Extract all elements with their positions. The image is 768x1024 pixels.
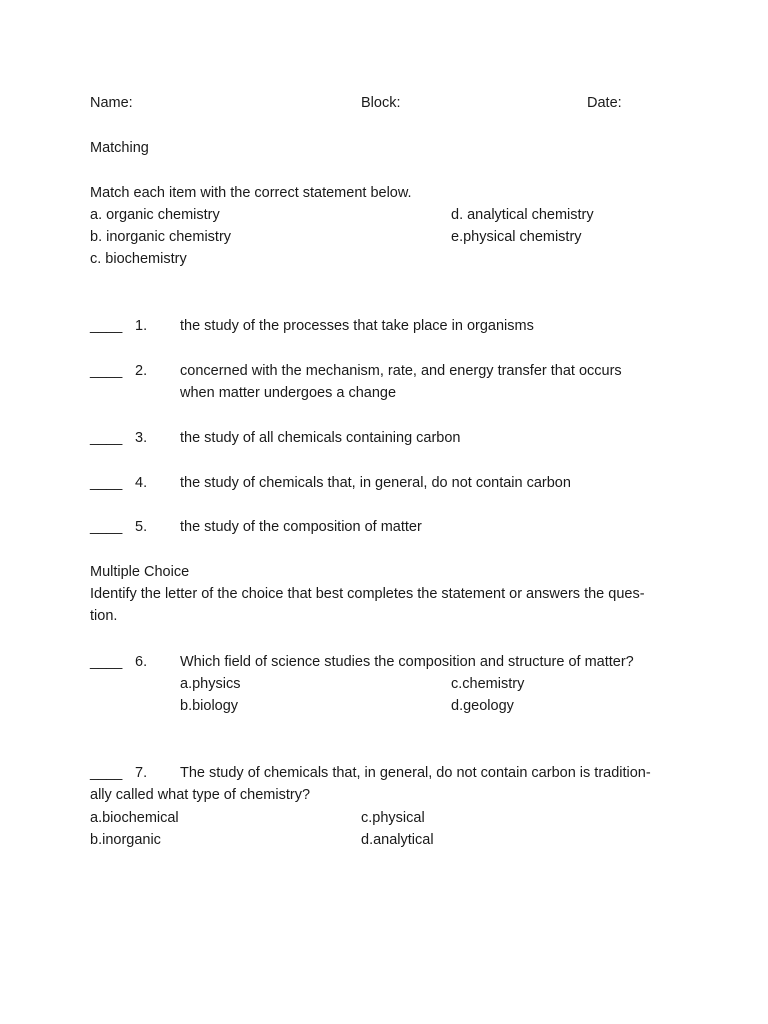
item-statement: concerned with the mechanism, rate, and energy transfer that occurs [180, 363, 622, 379]
multiple-choice-instructions: Identify the letter of the choice that best completes the statement or answers the ques- [90, 586, 645, 602]
question-number: 6. [135, 654, 148, 670]
matching-instructions: Match each item with the correct statement below. [90, 185, 412, 201]
question-text-continued: ally called what type of chemistry? [90, 787, 311, 803]
choice-a: a.biochemical [90, 810, 179, 826]
matching-option-e: e.physical chemistry [451, 229, 582, 245]
answer-blank[interactable]: ____ [90, 475, 123, 491]
matching-option-b: b. inorganic chemistry [90, 229, 232, 245]
item-number: 4. [135, 475, 148, 491]
item-statement: the study of the processes that take place in organisms [180, 318, 534, 334]
answer-blank[interactable]: ____ [90, 318, 123, 334]
choice-b: b.inorganic [90, 832, 161, 848]
question-text: Which field of science studies the composition and structure of matter? [180, 654, 634, 670]
block-label: Block: [361, 95, 401, 111]
matching-option-d: d. analytical chemistry [451, 207, 594, 223]
answer-blank[interactable]: ____ [90, 654, 123, 670]
date-label: Date: [587, 95, 622, 111]
choice-c: c.physical [361, 810, 425, 826]
matching-option-a: a. organic chemistry [90, 207, 220, 223]
answer-blank[interactable]: ____ [90, 765, 123, 781]
choice-b: b.biology [180, 698, 239, 714]
choice-a: a.physics [180, 676, 241, 692]
item-statement: the study of all chemicals containing carbon [180, 430, 461, 446]
choice-d: d.geology [451, 698, 514, 714]
answer-blank[interactable]: ____ [90, 363, 123, 379]
answer-blank[interactable]: ____ [90, 430, 123, 446]
item-statement-continued: when matter undergoes a change [180, 385, 397, 401]
matching-option-c: c. biochemistry [90, 251, 187, 267]
name-label: Name: [90, 95, 133, 111]
item-number: 5. [135, 519, 148, 535]
item-number: 3. [135, 430, 148, 446]
choice-c: c.chemistry [451, 676, 525, 692]
answer-blank[interactable]: ____ [90, 519, 123, 535]
multiple-choice-instructions-continued: tion. [90, 608, 118, 624]
item-statement: the study of the composition of matter [180, 519, 422, 535]
matching-title: Matching [90, 140, 149, 156]
choice-d: d.analytical [361, 832, 434, 848]
item-statement: the study of chemicals that, in general, do not contain carbon [180, 475, 571, 491]
item-number: 2. [135, 363, 148, 379]
question-number: 7. [135, 765, 148, 781]
multiple-choice-title: Multiple Choice [90, 564, 190, 580]
item-number: 1. [135, 318, 148, 334]
question-text: The study of chemicals that, in general, do not contain carbon is tradition- [180, 765, 651, 781]
